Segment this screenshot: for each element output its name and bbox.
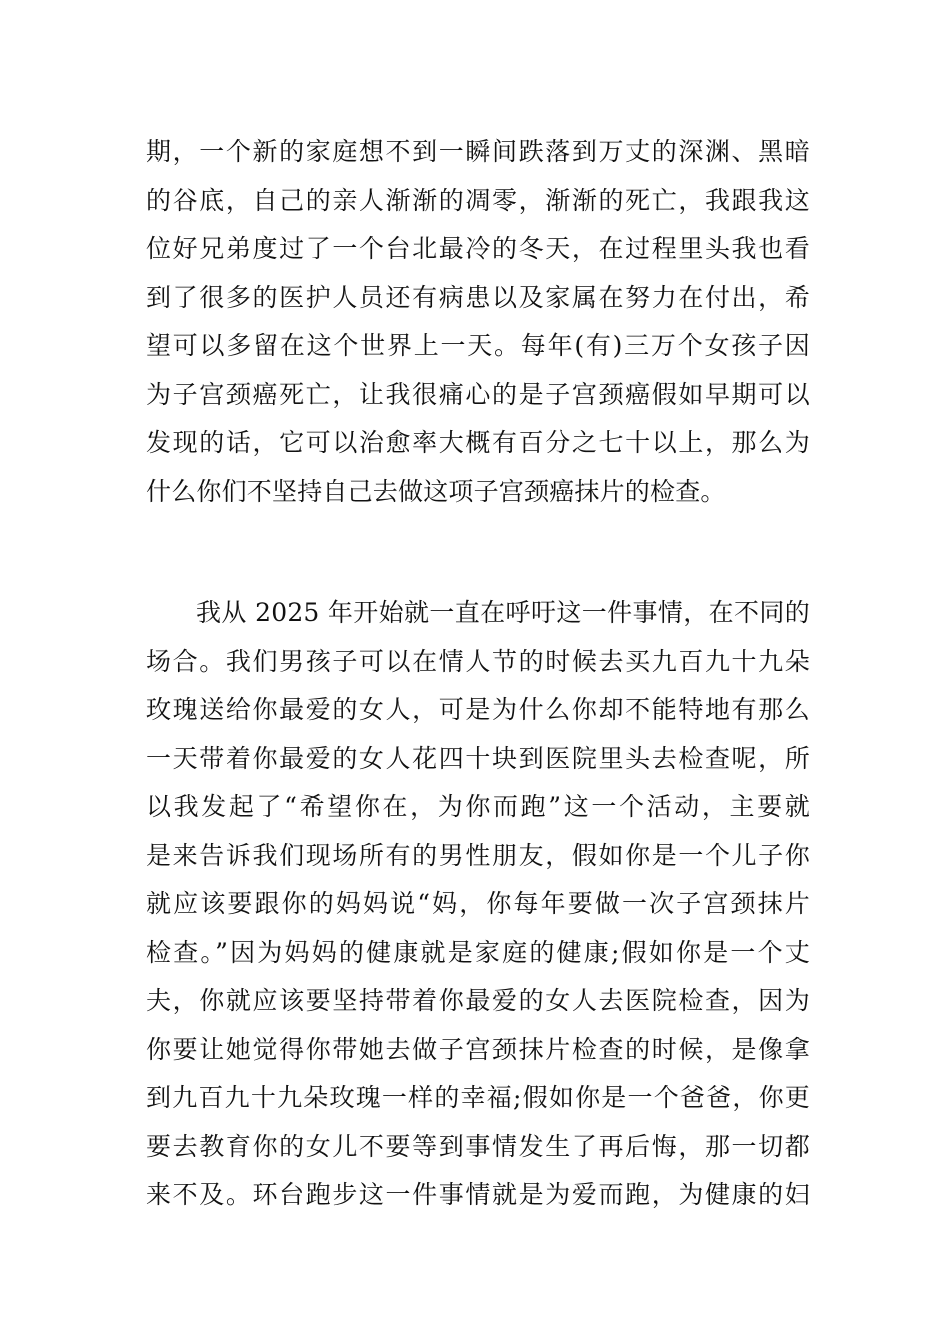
paragraph-line: 什么你们不坚持自己去做这项子宫颈癌抹片的检查。 [146, 476, 726, 506]
paragraph-2 [146, 589, 810, 1220]
paragraph-1 [146, 128, 810, 516]
paragraph-line: 夫，你就应该要坚持带着你最爱的女人去医院检查，因为 [146, 986, 810, 1015]
paragraph-line: 到了很多的医护人员还有病患以及家属在努力在付出，希 [146, 282, 810, 312]
paragraph-line: 发现的话，它可以治愈率大概有百分之七十以上，那么为 [146, 428, 810, 457]
paragraph-line: 以我发起了“希望你在，为你而跑”这一个活动，主要就 [146, 792, 810, 821]
document-body [146, 128, 810, 1220]
paragraph-line: 我从 2025 年开始就一直在呼吁这一件事情，在不同的 [196, 598, 810, 627]
paragraph-line: 来不及。环台跑步这一件事情就是为爱而跑，为健康的妇 [146, 1180, 810, 1209]
paragraph-spacer [146, 516, 810, 589]
paragraph-line: 为子宫颈癌死亡，让我很痛心的是子宫颈癌假如早期可以 [146, 379, 810, 409]
paragraph-line: 的谷底，自己的亲人渐渐的凋零，渐渐的死亡，我跟我这 [146, 185, 810, 215]
paragraph-line: 到九百九十九朵玫瑰一样的幸福;假如你是一个爸爸，你更 [146, 1083, 810, 1112]
paragraph-line: 就应该要跟你的妈妈说“妈，你每年要做一次子宫颈抹片 [146, 889, 810, 918]
paragraph-line: 要去教育你的女儿不要等到事情发生了再后悔，那一切都 [146, 1131, 810, 1161]
paragraph-line: 你要让她觉得你带她去做子宫颈抹片检查的时候，是像拿 [146, 1034, 810, 1064]
paragraph-line: 期，一个新的家庭想不到一瞬间跌落到万丈的深渊、黑暗 [146, 137, 810, 166]
paragraph-line: 检查。”因为妈妈的健康就是家庭的健康;假如你是一个丈 [146, 937, 810, 967]
paragraph-line: 一天带着你最爱的女人花四十块到医院里头去检查呢，所 [146, 743, 810, 773]
paragraph-line: 位好兄弟度过了一个台北最冷的冬天，在过程里头我也看 [146, 234, 810, 263]
paragraph-line: 玫瑰送给你最爱的女人，可是为什么你却不能特地有那么 [146, 695, 810, 724]
paragraph-line: 是来告诉我们现场所有的男性朋友，假如你是一个儿子你 [146, 840, 810, 870]
paragraph-line: 望可以多留在这个世界上一天。每年(有)三万个女孩子因 [146, 331, 810, 360]
paragraph-line: 场合。我们男孩子可以在情人节的时候去买九百九十九朵 [146, 646, 810, 676]
